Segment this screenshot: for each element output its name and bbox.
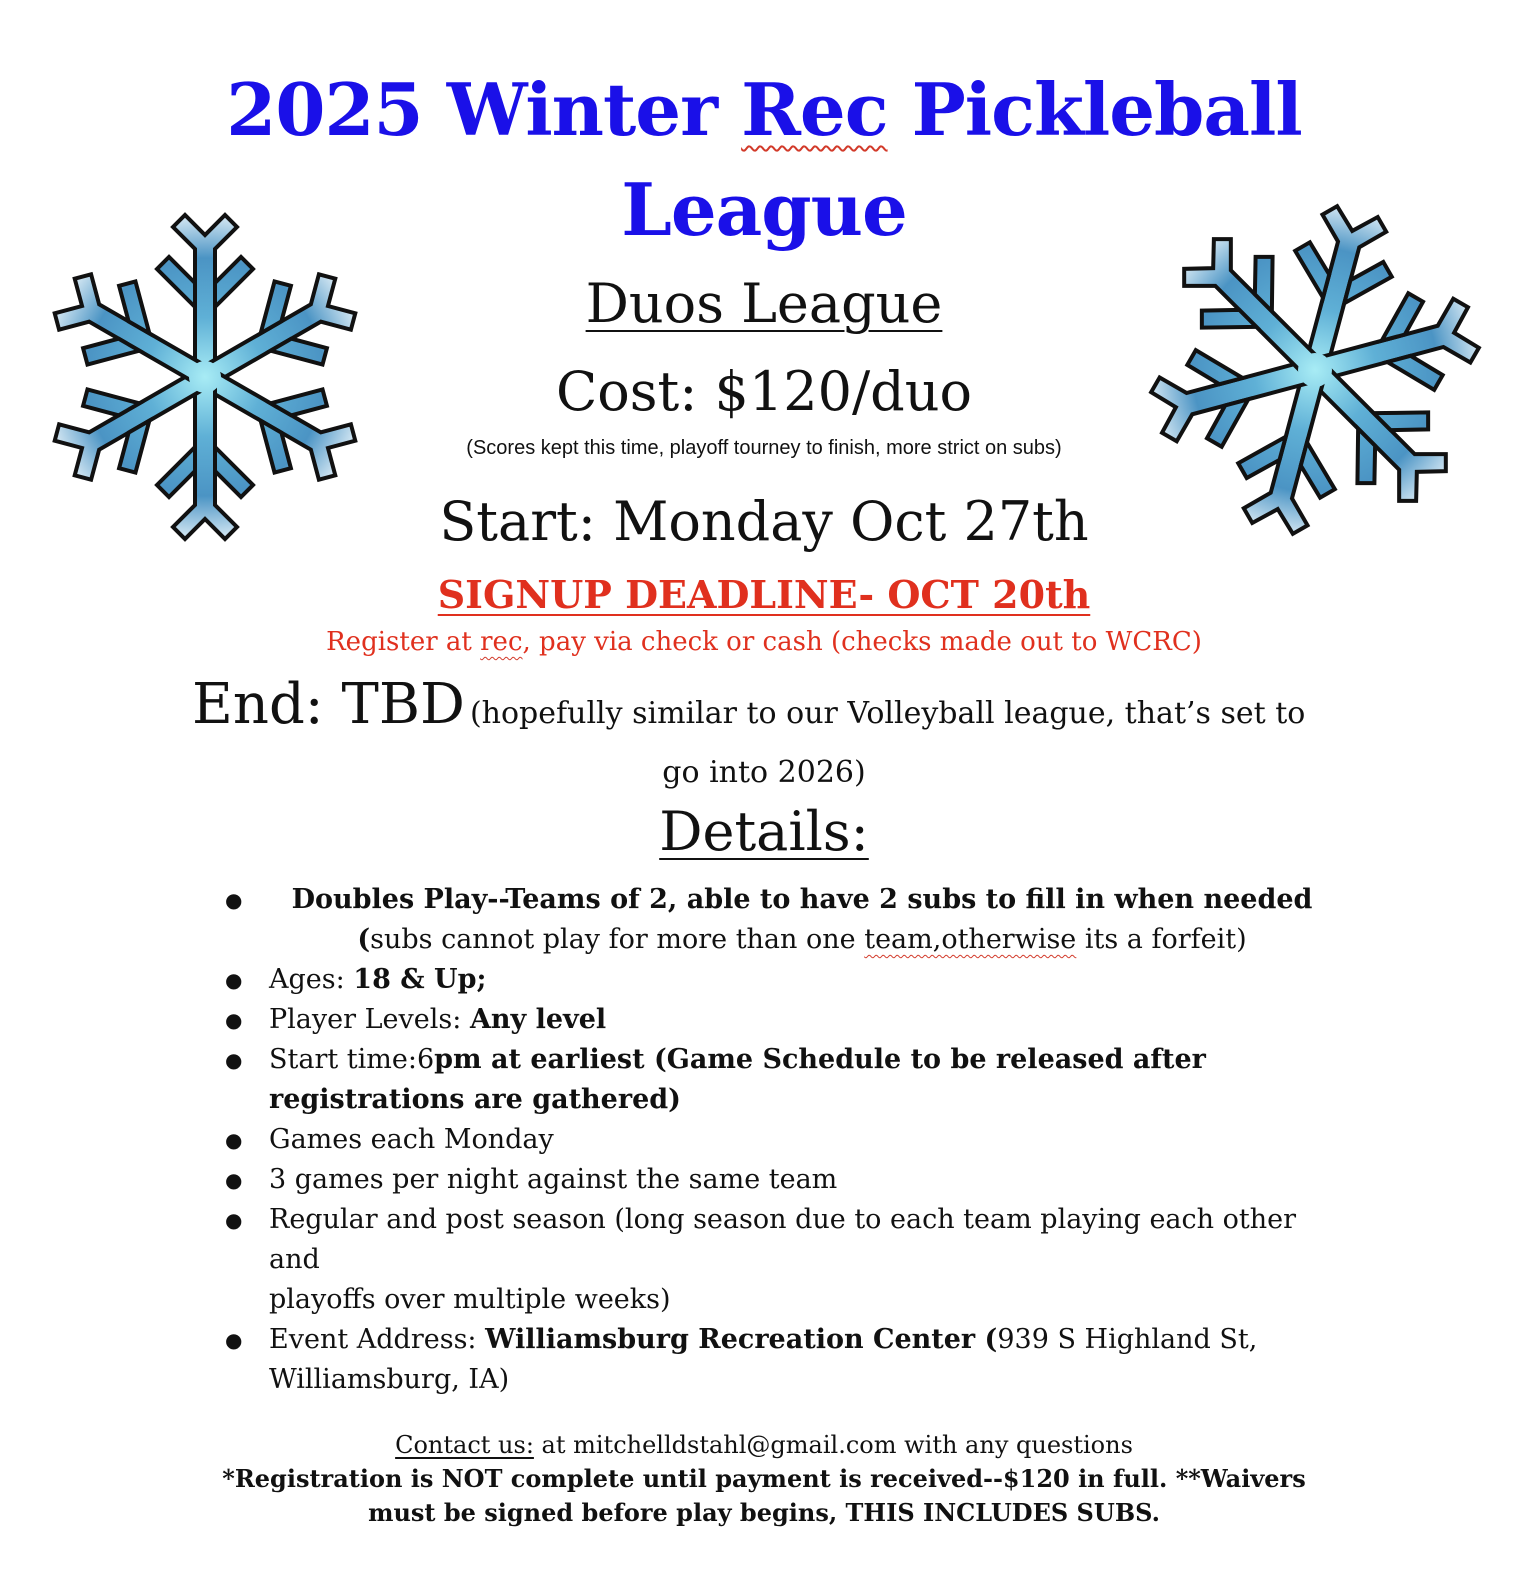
levels-value: Any level xyxy=(469,1004,607,1035)
ages-label: Ages: xyxy=(269,964,354,995)
title-rec: Rec xyxy=(741,67,888,152)
bullet: ● xyxy=(225,1008,243,1032)
details-heading: Details: xyxy=(659,800,869,863)
levels-label: Player Levels: xyxy=(269,1004,470,1035)
address-city: Williamsburg, IA) xyxy=(269,1364,510,1395)
cost: Cost: $120/duo xyxy=(555,360,973,423)
list-item xyxy=(225,1000,1335,1040)
bullet: ● xyxy=(225,1048,243,1072)
league-note: (Scores kept this time, playoff tourney to finish, more strict on subs) xyxy=(466,437,1062,459)
contact-line xyxy=(0,1428,1528,1462)
details-list xyxy=(225,880,1335,1400)
list-item xyxy=(225,1320,1335,1400)
bullet: ● xyxy=(225,1128,243,1152)
bullet: ● xyxy=(225,1168,243,1192)
games-per-night: 3 games per night against the same team xyxy=(269,1164,838,1195)
list-item xyxy=(225,960,1335,1000)
register-info xyxy=(0,627,1528,657)
start-date: Start: Monday Oct 27th xyxy=(439,490,1089,553)
end-label: End: TBD xyxy=(192,672,465,737)
list-item xyxy=(225,1120,1335,1160)
list-item xyxy=(225,1200,1335,1320)
ages-value: 18 & Up; xyxy=(353,964,487,995)
end-note-line2: go into 2026) xyxy=(662,755,866,790)
register-text-end: , pay via check or cash (checks made out to WCRC) xyxy=(522,627,1202,657)
title-text: 2025 Winter xyxy=(226,67,742,152)
doubles-sub-squig: team,otherwise xyxy=(864,924,1077,955)
bullet: ● xyxy=(225,888,243,912)
start-time-label: Start time:6 xyxy=(269,1044,435,1075)
register-text: Register at xyxy=(326,627,481,657)
doubles-paren: ( xyxy=(357,924,371,955)
end-row xyxy=(192,672,1305,737)
games-day: Games each Monday xyxy=(269,1124,554,1155)
contact-text: at mitchelldstahl@gmail.com with any questions xyxy=(533,1431,1133,1459)
bullet: ● xyxy=(225,1328,243,1352)
page-title-line2: League xyxy=(621,167,907,252)
end-note: (hopefully similar to our Volleyball league, that’s set to xyxy=(469,696,1306,731)
bullet: ● xyxy=(225,968,243,992)
page-title xyxy=(0,62,1528,158)
league-type: Duos League xyxy=(585,272,943,335)
address-street: 939 S Highland St, xyxy=(997,1324,1258,1355)
title-text-end: Pickleball xyxy=(887,67,1302,152)
list-item xyxy=(225,1160,1335,1200)
details-heading-row xyxy=(0,800,1528,863)
start-time-value-line2: registrations are gathered) xyxy=(269,1084,681,1115)
deadline-row xyxy=(0,572,1528,617)
doubles-rule: Doubles Play--Teams of 2, able to have 2 subs to fill in when needed xyxy=(291,884,1313,915)
list-item xyxy=(225,1040,1335,1120)
address-venue: Williamsburg Recreation Center ( xyxy=(485,1324,998,1355)
doubles-sub-text-end: its a forfeit) xyxy=(1076,924,1247,955)
season-text: Regular and post season (long season due to each team playing each other and xyxy=(269,1204,1297,1275)
signup-deadline: SIGNUP DEADLINE- OCT 20th xyxy=(437,572,1091,617)
registration-warning-line2: must be signed before play begins, THIS INCLUDES SUBS. xyxy=(368,1498,1160,1527)
register-rec: rec xyxy=(480,627,523,657)
doubles-sub-text: subs cannot play for more than one xyxy=(370,924,865,955)
address-label: Event Address: xyxy=(269,1324,486,1355)
bullet: ● xyxy=(225,1208,243,1232)
registration-warning: *Registration is NOT complete until payment is received--$120 in full. **Waivers xyxy=(222,1464,1306,1493)
start-time-value: pm at earliest (Game Schedule to be released after xyxy=(434,1044,1206,1075)
list-item xyxy=(225,880,1335,960)
season-text-line2: playoffs over multiple weeks) xyxy=(269,1284,671,1315)
league-type-row xyxy=(0,272,1528,335)
contact-label: Contact us: xyxy=(395,1431,534,1459)
